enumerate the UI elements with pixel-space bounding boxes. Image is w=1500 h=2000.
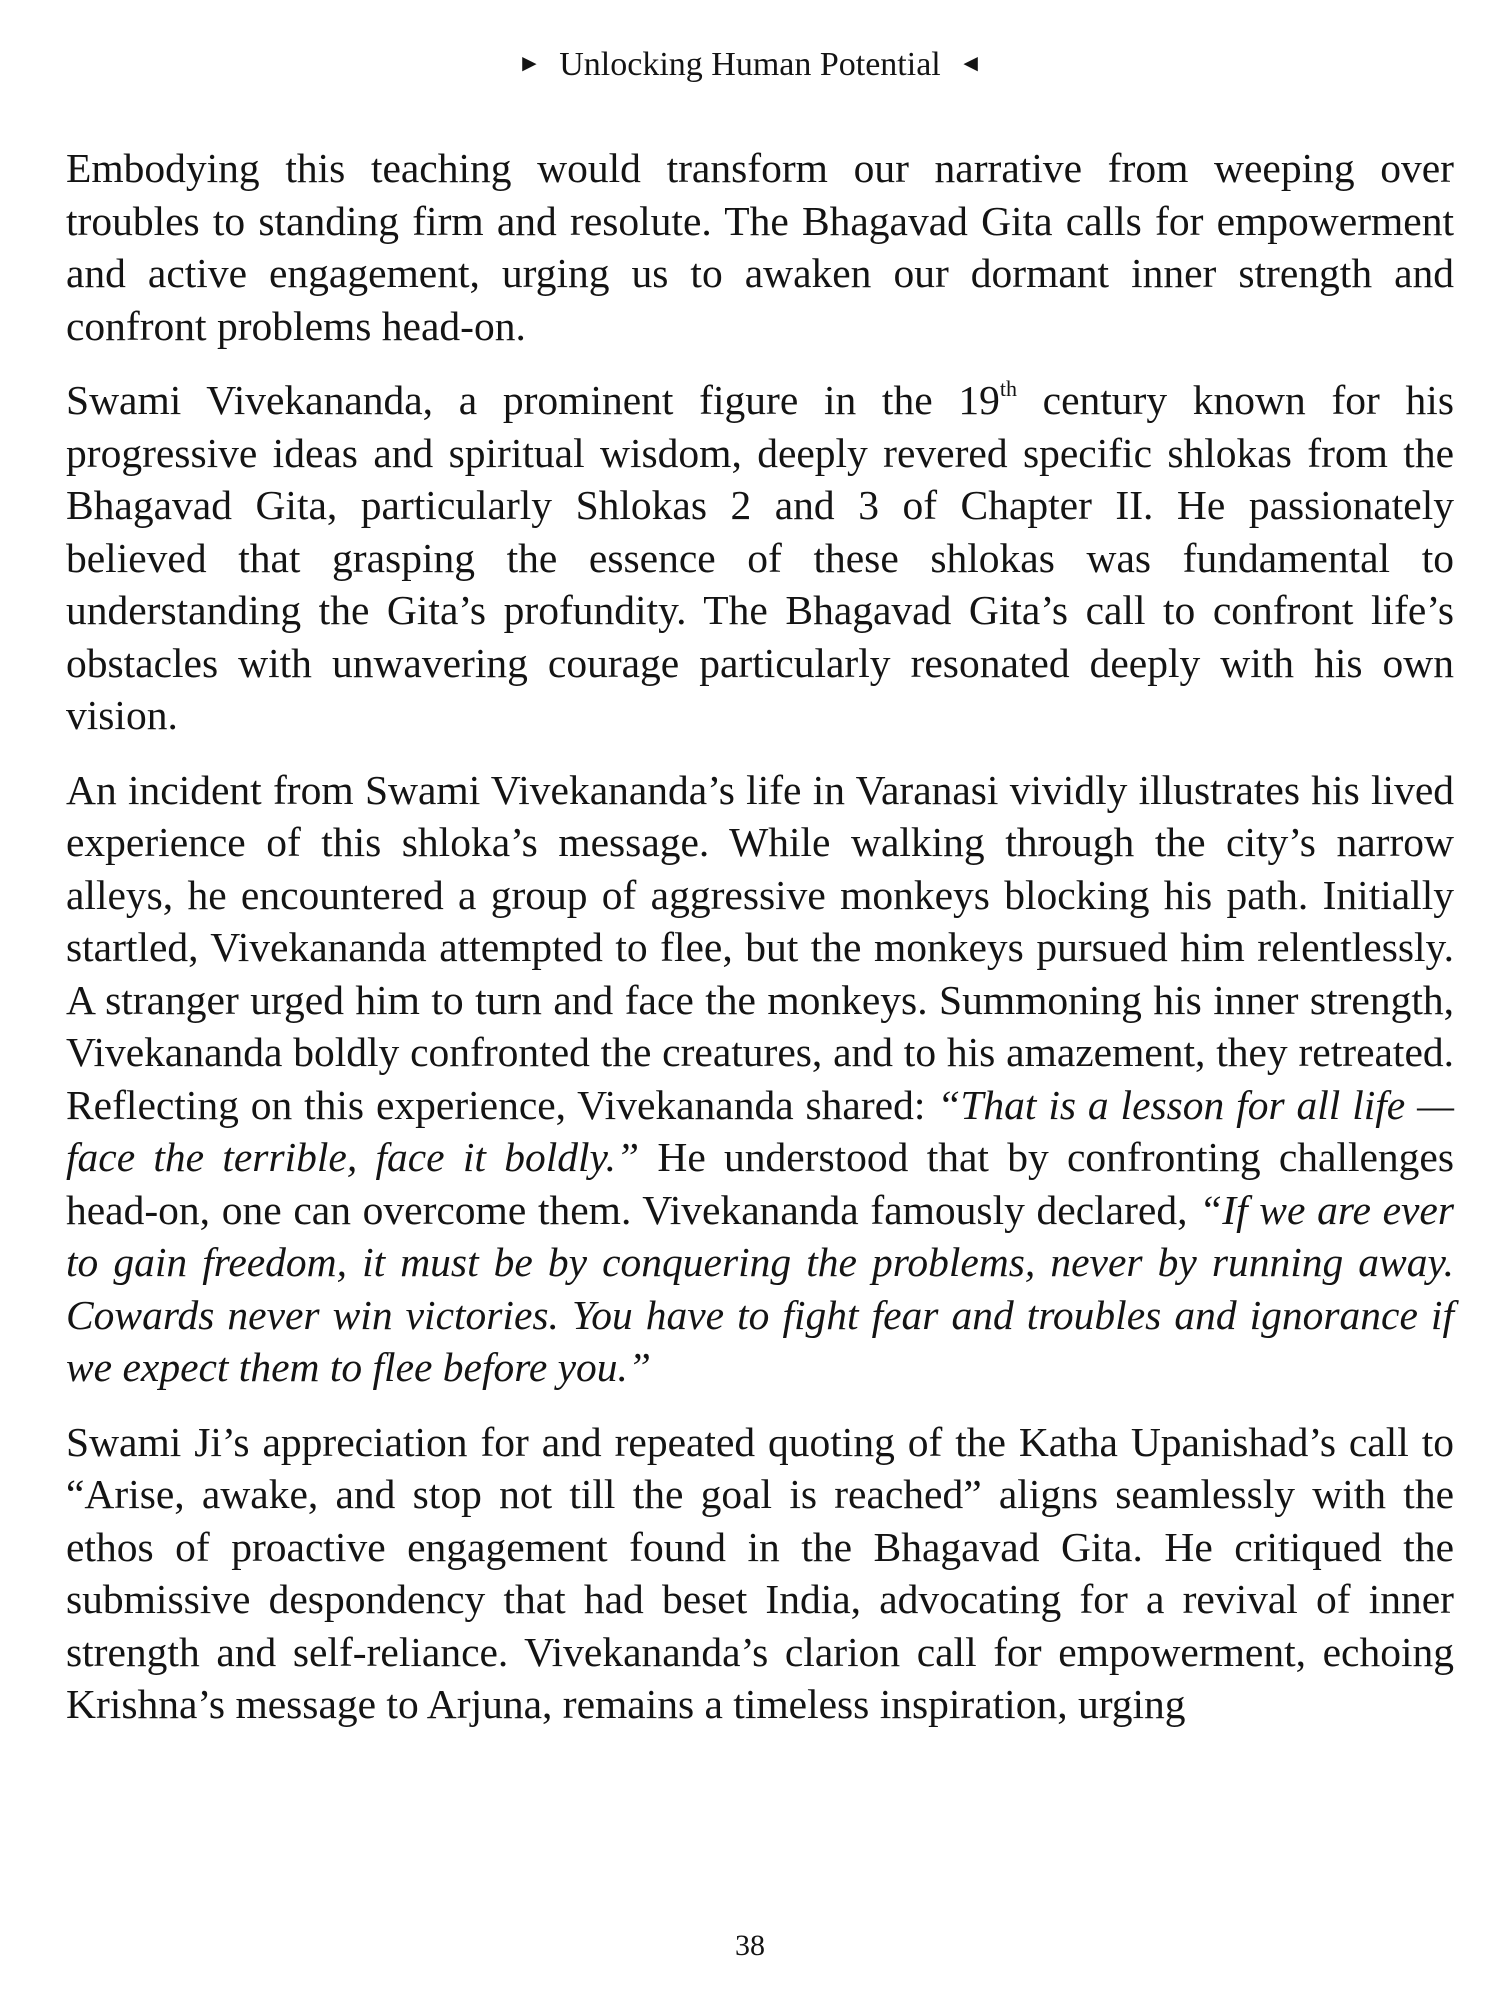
paragraph-1: Embodying this teaching would transform our narrative from weeping over troubles to standing firm and resolute. The Bhagavad Gita calls for empowerment and active engagement, urging us to awaken our dormant inner strength and confront problems head-on. — [66, 145, 1454, 349]
right-pointer-icon: ► — [517, 51, 542, 77]
quote-freedom: “If we are ever to gain freedom, it must be by conquering the problems, never by running away. Cowards never win victories. You have to fight fear and troubles and ignorance if we expect them to flee before you.” — [66, 1186, 1454, 1390]
paragraph-3 — [66, 764, 1454, 1394]
paragraph-2-text-b: century known for his progressive ideas and spiritual wisdom, deeply revered specific shlokas from the Bhagavad Gita, particularly Shlokas 2 and 3 of Chapter II. He passionately believed that grasping the essence of these shlokas was fundamental to understanding the Gita’s profundity. The Bhagavad Gita’s call to confront life’s obstacles with unwavering courage particularly resonated deeply with his own vision. — [66, 377, 1454, 738]
paragraph-2-text-a: Swami Vivekananda, a prominent figure in the 19 — [66, 377, 1000, 423]
quote-lesson: “That is a lesson for all life — face the terrible, face it boldly.” — [66, 1081, 1454, 1180]
body-text — [66, 142, 1454, 1753]
ordinal-suffix: th — [999, 376, 1017, 401]
paragraph-4: Swami Ji’s appreciation for and repeated quoting of the Katha Upanishad’s call to “Arise, awake, and stop not till the goal is reached” aligns seamlessly with the ethos of proactive engagement found in the Bhagavad Gita. He critiqued the submissive despondency that had beset India, advocating for a revival of inner strength and self-reliance. Vivekananda’s clarion call for empowerment, echoing Krishna’s message to Arjuna, remains a timeless inspiration, urging — [66, 1418, 1454, 1727]
left-pointer-icon: ◄ — [958, 51, 983, 77]
paragraph-2 — [66, 374, 1454, 742]
page-number: 38 — [735, 1929, 765, 1962]
book-title: Unlocking Human Potential — [559, 46, 941, 83]
running-header — [0, 44, 1500, 85]
paragraph-3-text-b: He understood that by confronting challenges head-on, one can overcome them. Vivekananda famously declared, — [66, 1134, 1454, 1233]
paragraph-3-text-a: An incident from Swami Vivekananda’s life in Varanasi vividly illustrates his lived experience of this shloka’s message. While walking through the city’s narrow alleys, he encountered a group of aggressive monkeys blocking his path. Initially startled, Vivekananda attempted to flee, but the monkeys pursued him relentlessly. A stranger urged him to turn and face the monkeys. Summoning his inner strength, Vivekananda boldly confronted the creatures, and to his amazement, they retreated. Reflecting on this experience, Vivekananda shared: — [66, 766, 1454, 1128]
